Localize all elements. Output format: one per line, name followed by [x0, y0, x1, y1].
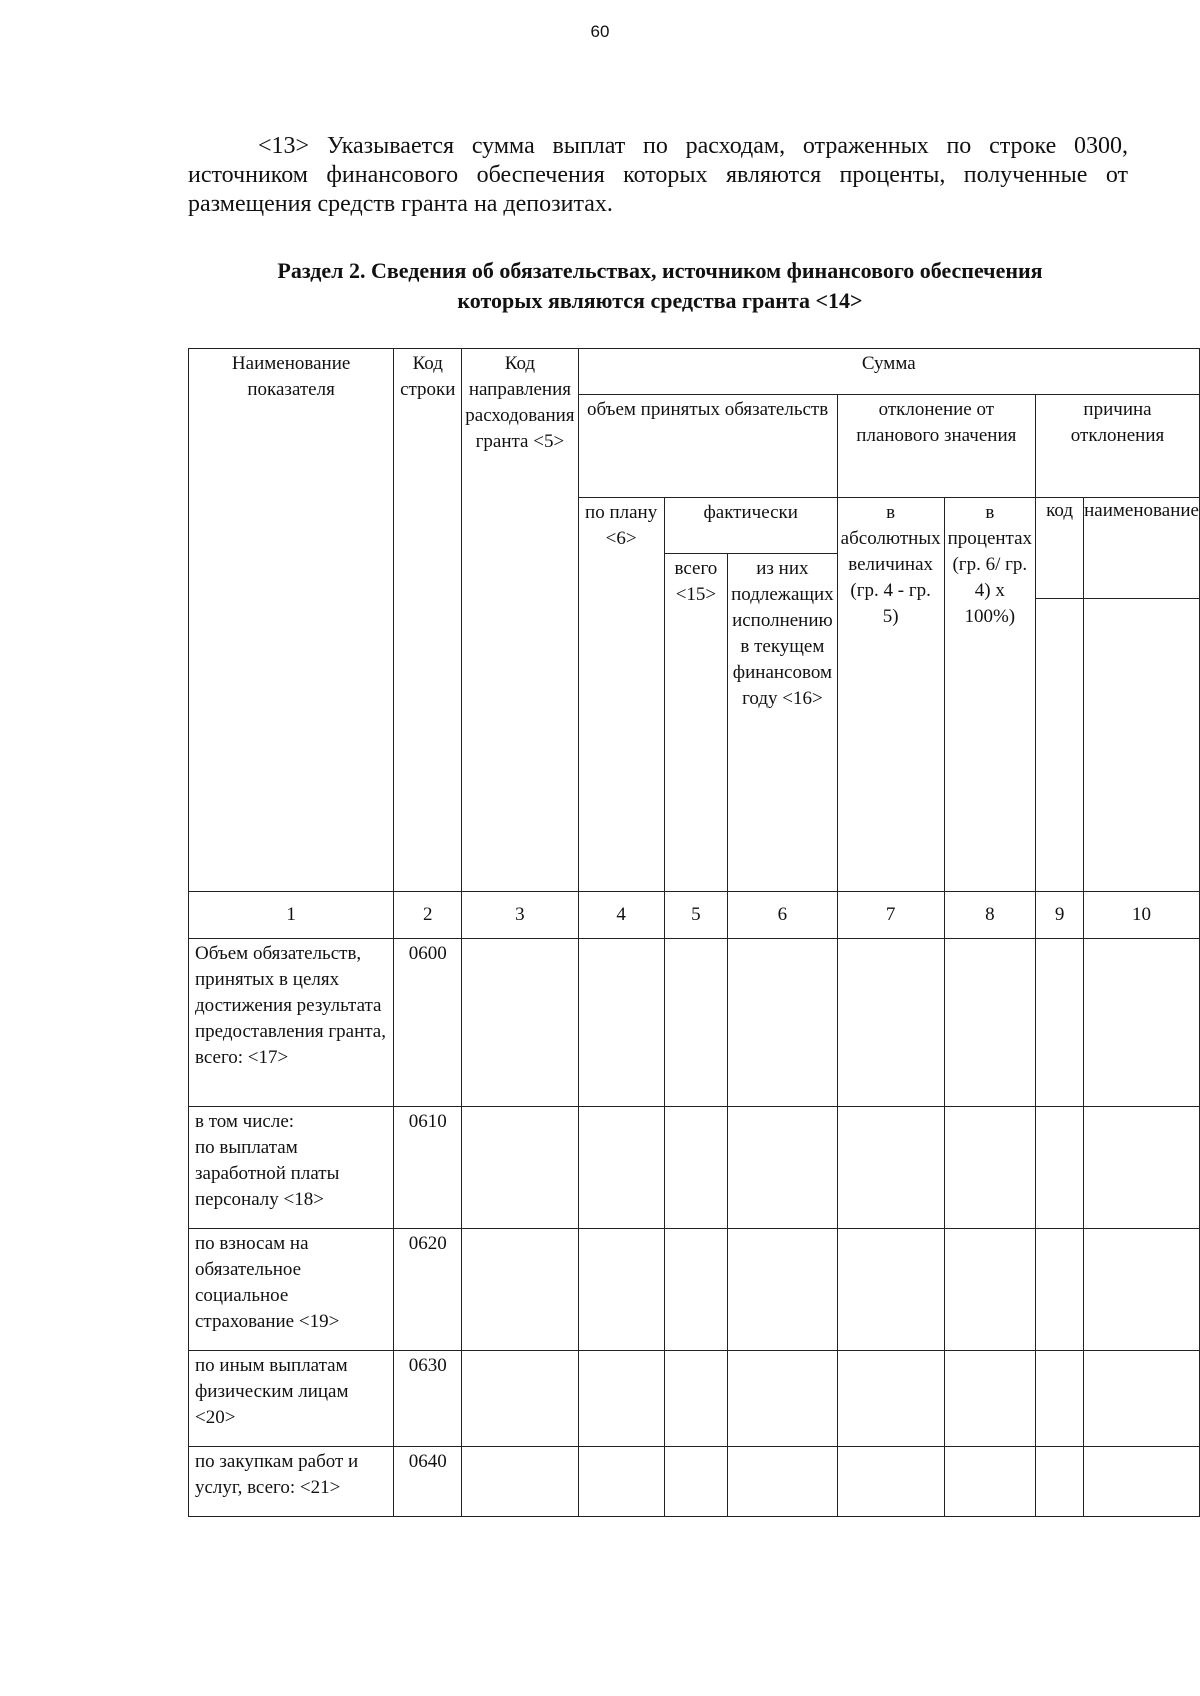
cell-empty [1084, 1229, 1200, 1351]
row-code: 0630 [394, 1351, 462, 1447]
cell-empty [837, 939, 944, 1107]
cell-empty [578, 939, 664, 1107]
header-actual-total: всего <15> [664, 554, 727, 892]
column-number: 7 [837, 892, 944, 939]
cell-empty [728, 939, 838, 1107]
cell-empty [578, 1107, 664, 1229]
table-row [189, 1351, 1200, 1447]
header-row-code: Код строки [394, 349, 462, 892]
cell-empty [1036, 1229, 1084, 1351]
cell-empty [1084, 1107, 1200, 1229]
footnote-13: <13> Указывается сумма выплат по расходам, отраженных по строке 0300, источником финансового обеспечения которых являются проценты, полученные от размещения средств гранта на депозитах. [188, 133, 1128, 217]
row-label [189, 1107, 394, 1229]
header-reason-name-blank [1084, 598, 1199, 599]
header-percent: в процентах (гр. 6/ гр. 4) х 100%) [944, 498, 1035, 892]
cell-empty [728, 1107, 838, 1229]
cell-empty [664, 1351, 727, 1447]
cell-empty [578, 1229, 664, 1351]
header-obligations-volume: объем принятых обязательств [578, 395, 837, 498]
cell-empty [944, 1229, 1035, 1351]
header-actual: фактически [664, 498, 837, 554]
cell-empty [664, 1447, 727, 1517]
cell-empty [462, 939, 578, 1107]
header-by-plan: по плану <6> [578, 498, 664, 892]
header-sum: Сумма [578, 349, 1199, 395]
row-code: 0600 [394, 939, 462, 1107]
row-label: по взносам на обязательное социальное страхование <19> [189, 1229, 394, 1351]
cell-empty [1036, 1107, 1084, 1229]
header-absolute: в абсолютных величинах (гр. 4 - гр. 5) [837, 498, 944, 892]
table-row [189, 1107, 1200, 1229]
cell-empty [462, 1229, 578, 1351]
row-label: Объем обязательств, принятых в целях достижения результата предоставления гранта, всего: <17> [189, 939, 394, 1107]
header-reason-name [1084, 498, 1200, 892]
section-title [190, 256, 1130, 316]
cell-empty [1036, 939, 1084, 1107]
table-row [189, 1447, 1200, 1517]
cell-empty [462, 1447, 578, 1517]
cell-empty [462, 1107, 578, 1229]
column-number-row [189, 892, 1200, 939]
cell-empty [728, 1229, 838, 1351]
header-deviation-from-plan: отклонение от планового значения [837, 395, 1035, 498]
header-actual-current-year: из них подлежащих исполнению в текущем финансовом году <16> [728, 554, 838, 892]
cell-empty [728, 1351, 838, 1447]
cell-empty [837, 1447, 944, 1517]
row-label: по иным выплатам физическим лицам <20> [189, 1351, 394, 1447]
cell-empty [944, 1447, 1035, 1517]
header-reason-name-label: наименование [1084, 500, 1199, 521]
cell-empty [1084, 1351, 1200, 1447]
page-number: 60 [590, 22, 610, 41]
cell-empty [944, 1351, 1035, 1447]
header-direction-code: Код направления расходования гранта <5> [462, 349, 578, 892]
section-title-line1: Раздел 2. Сведения об обязательствах, источником финансового обеспечения [277, 258, 1043, 283]
column-number: 10 [1084, 892, 1200, 939]
obligations-table [188, 348, 1200, 1517]
row-label-prefix: в том числе: [195, 1111, 295, 1132]
column-number: 6 [728, 892, 838, 939]
column-number: 9 [1036, 892, 1084, 939]
header-reason-code-label: код [1046, 500, 1073, 521]
column-number: 5 [664, 892, 727, 939]
cell-empty [664, 939, 727, 1107]
cell-empty [837, 1351, 944, 1447]
cell-empty [1084, 939, 1200, 1107]
cell-empty [837, 1229, 944, 1351]
cell-empty [578, 1447, 664, 1517]
row-code: 0640 [394, 1447, 462, 1517]
cell-empty [462, 1351, 578, 1447]
cell-empty [664, 1229, 727, 1351]
cell-empty [664, 1107, 727, 1229]
column-number: 2 [394, 892, 462, 939]
row-label: по закупкам работ и услуг, всего: <21> [189, 1447, 394, 1517]
cell-empty [1036, 1447, 1084, 1517]
header-reason-code [1036, 498, 1084, 892]
table-row [189, 939, 1200, 1107]
cell-empty [944, 1107, 1035, 1229]
cell-empty [944, 939, 1035, 1107]
column-number: 3 [462, 892, 578, 939]
header-reason-code-blank [1036, 598, 1083, 599]
cell-empty [1036, 1351, 1084, 1447]
cell-empty [837, 1107, 944, 1229]
section-title-line2: которых являются средства гранта <14> [457, 288, 863, 313]
row-code: 0620 [394, 1229, 462, 1351]
cell-empty [728, 1447, 838, 1517]
row-label-text: по выплатам заработной платы персоналу <18> [195, 1137, 340, 1210]
column-number: 4 [578, 892, 664, 939]
column-number: 8 [944, 892, 1035, 939]
cell-empty [1084, 1447, 1200, 1517]
header-indicator-name: Наименование показателя [189, 349, 394, 892]
column-number: 1 [189, 892, 394, 939]
header-deviation-reason: причина отклонения [1036, 395, 1200, 498]
table-row [189, 1229, 1200, 1351]
row-code: 0610 [394, 1107, 462, 1229]
cell-empty [578, 1351, 664, 1447]
